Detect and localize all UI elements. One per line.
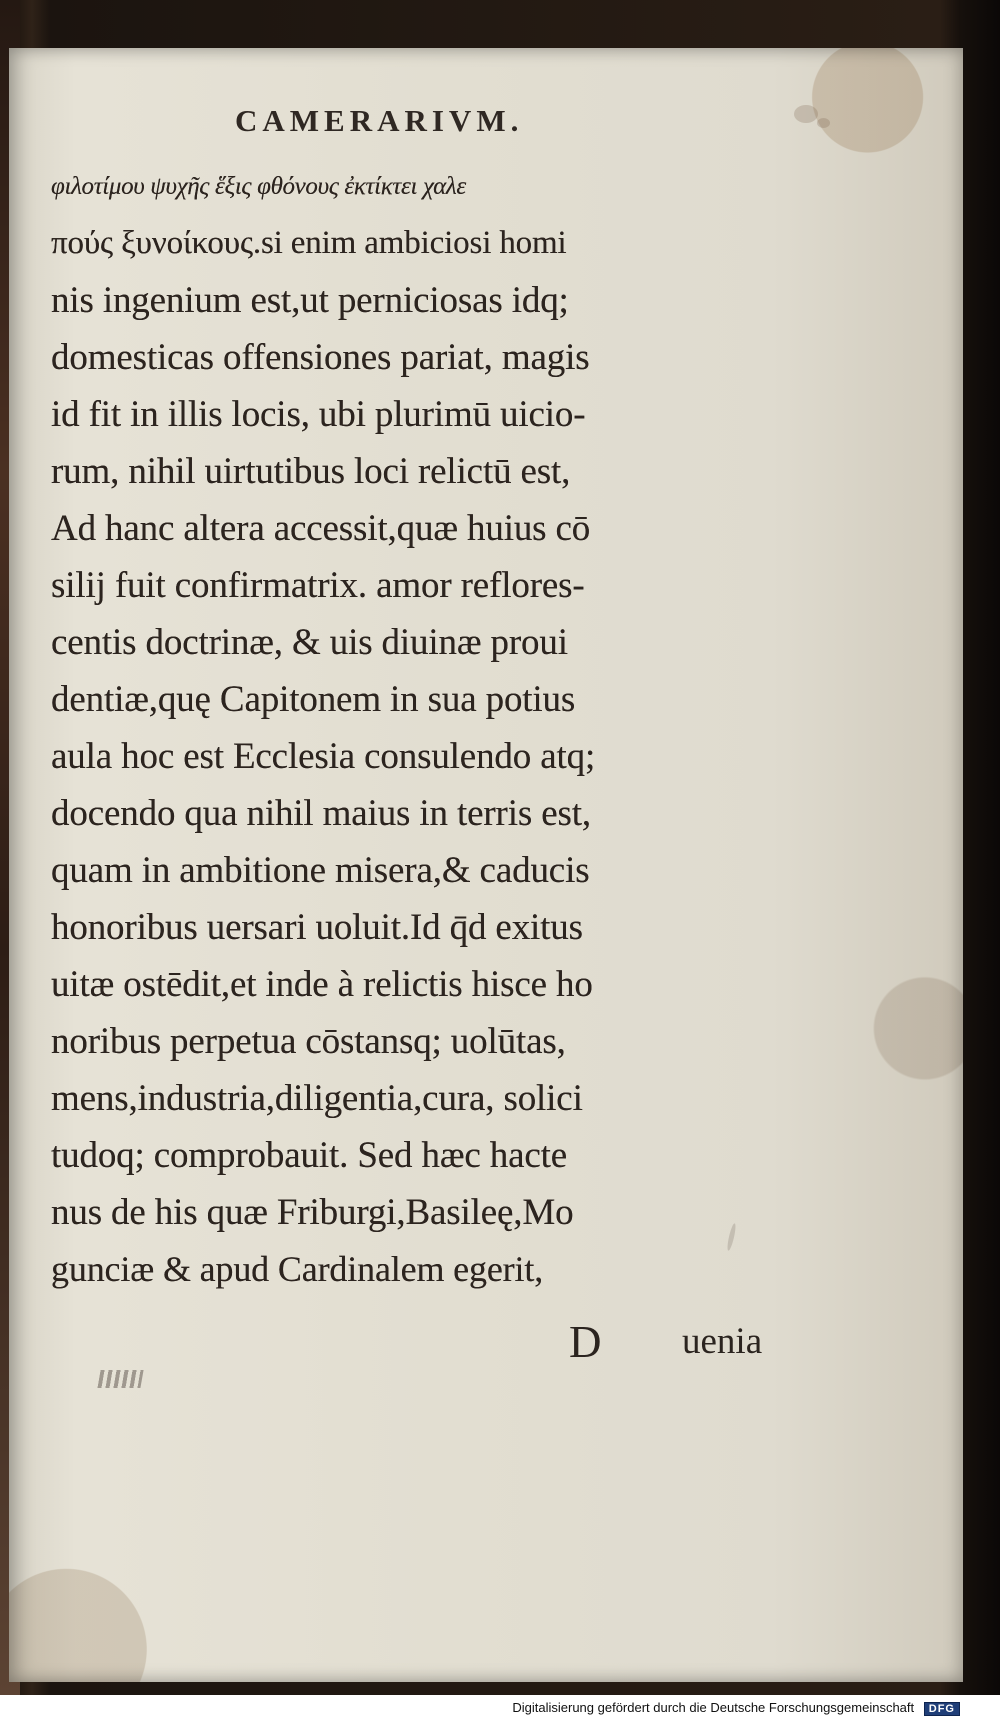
text-line: dentiæ,quę Capitonem in sua potius — [51, 679, 576, 720]
page-number-mark — [97, 1370, 143, 1388]
text-line: tudoq; comprobauit. Sed hæc hacte — [51, 1135, 568, 1176]
text-line: nis ingenium est,ut perniciosas idq; — [51, 280, 569, 321]
paper-stain — [817, 118, 830, 128]
catchword: uenia — [682, 1321, 763, 1362]
digitization-credit — [512, 1700, 960, 1716]
text-line: πούς ξυνοίκους.si enim ambiciosi homi — [51, 225, 567, 261]
text-line: gunciæ & apud Cardinalem egerit, — [51, 1249, 544, 1289]
text-line: aula hoc est Ecclesia consulendo atq; — [51, 736, 596, 777]
text-line-greek: φιλοτίμου ψυχῆς ἕξις φθόνους ἐκτίκτει χαλε — [51, 173, 466, 200]
catchline — [51, 1308, 793, 1368]
body-text-block — [51, 158, 793, 1298]
paper-stain — [794, 105, 818, 123]
text-line: nus de his quæ Friburgi,Basileę,Mo — [51, 1192, 574, 1233]
text-line: id fit in illis locis, ubi plurimū uicio- — [51, 394, 586, 435]
text-line: uitæ ostēdit,et inde à relictis hisce ho — [51, 964, 593, 1005]
text-line: docendo qua nihil maius in terris est, — [51, 793, 591, 834]
text-line: noribus perpetua cōstansq; uolūtas, — [51, 1021, 566, 1062]
digitization-credit-text: Digitalisierung gefördert durch die Deutsche Forschungsgemeinschaft — [512, 1700, 915, 1716]
text-line: centis doctrinæ, & uis diuinæ proui — [51, 622, 568, 663]
text-line: honoribus uersari uoluit.Id q̄d exitus — [51, 907, 583, 948]
text-line: rum, nihil uirtutibus loci relictū est, — [51, 451, 571, 492]
text-line: quam in ambitione misera,& caducis — [51, 850, 590, 891]
text-line: silij fuit confirmatrix. amor reflores- — [51, 565, 585, 606]
text-line: domesticas offensiones pariat, magis — [51, 337, 590, 378]
scanned-page — [9, 48, 963, 1682]
running-head: CAMERARIVM. — [235, 103, 524, 138]
text-line: mens,industria,diligentia,cura, solici — [51, 1078, 583, 1119]
signature-mark: D — [569, 1317, 602, 1367]
dfg-logo-badge: DFG — [924, 1702, 960, 1716]
text-line: Ad hanc altera accessit,quæ huius cō — [51, 508, 591, 549]
